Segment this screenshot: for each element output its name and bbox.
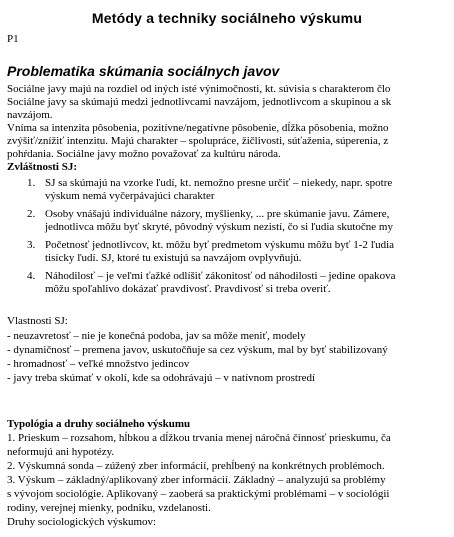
typologia-line: Druhy sociologických výskumov: — [7, 516, 157, 528]
intro-line: Sociálne javy sa skúmajú medzi jednotlivcami navzájom, jednotlivcom a skupinou a sk — [7, 96, 392, 108]
intro-line: Vníma sa intenzita pôsobenia, pozitívne/negatívne pôsobenie, dĺžka pôsobenia, možno — [7, 122, 389, 134]
list-item-number: 1. — [27, 177, 36, 189]
intro-line: Sociálne javy majú na rozdiel od iných isté výnimočnosti, kt. súvisia s charakterom člo — [7, 83, 391, 95]
typologia-line: 2. Výskumná sonda – zúžený zber informácií, prehĺbený na konkrétnych problémoch. — [7, 460, 385, 472]
typologia-line: 3. Výskum – základný/aplikovaný zber informácií. Základný – analyzujú sa problémy — [7, 474, 386, 486]
list-item-number: 4. — [27, 270, 36, 282]
list-item-number: 2. — [27, 208, 36, 220]
document-title: Metódy a techniky sociálneho výskumu — [91, 10, 363, 26]
intro-line: zvýšiť/znížiť intenzitu. Majú charakter – spolupráce, žičlivosti, súťaženia, súperenia, z — [7, 135, 389, 147]
vlastnosti-heading: Vlastnosti SJ: — [7, 315, 68, 327]
vlastnosti-item: - neuzavretosť – nie je konečná podoba, jav sa môže meniť, modely — [7, 330, 306, 342]
section-heading-problematika: Problematika skúmania sociálnych javov — [7, 63, 280, 79]
intro-line: navzájom. — [7, 109, 53, 121]
typologia-line: 1. Prieskum – rozsahom, hĺbkou a dĺžkou trvania menej náročná činnosť prieskumu, ča — [7, 432, 391, 444]
typologia-line: s vývojom sociológie. Aplikovaný – zaoberá sa praktickými problémami – v sociológii — [7, 488, 390, 500]
list-item-line: Náhodilosť – je veľmi ťažké odlíšiť zákonitosť od náhodilosti – jedine opakova — [45, 270, 396, 282]
list-item-line: tisícky ľudí. SJ, ktoré tu existujú sa navzájom ovplyvňujú. — [45, 252, 302, 264]
intro-line: pohŕdania. Sociálne javy možno považovať za kultúru národa. — [7, 148, 281, 160]
list-item-line: môžu spoľahlivo dokázať pravdivosť. Pravdivosť si treba overiť. — [45, 283, 331, 295]
list-item-line: Osoby vnášajú individuálne názory, myšlienky, ... pre skúmanie javu. Zámere, — [45, 208, 390, 220]
page-label: P1 — [7, 33, 19, 45]
vlastnosti-item: - javy treba skúmať v okolí, kde sa odohrávajú – v natívnom prostredí — [7, 372, 316, 384]
typologia-line: rodiny, verejnej mienky, podniku, vzdelanosti. — [7, 502, 211, 514]
list-item-line: jednotlivca môžu byť skryté, pôvodný výskum nezistí, čo si ľudia skutočne my — [45, 221, 393, 233]
list-item-line: výskum nemá vyčerpávajúci charakter — [45, 190, 215, 202]
vlastnosti-item: - hromadnosť – veľké množstvo jedincov — [7, 358, 190, 370]
typologia-line: neformujú ani hypotézy. — [7, 446, 115, 458]
typologia-heading: Typológia a druhy sociálneho výskumu — [7, 418, 191, 430]
zvlastnosti-heading: Zvláštnosti SJ: — [7, 161, 77, 173]
list-item-line: SJ sa skúmajú na vzorke ľudí, kt. nemožno presne určiť – niekedy, napr. spotre — [45, 177, 393, 189]
list-item-line: Početnosť jednotlivcov, kt. môžu byť predmetom výskumu môžu byť 1-2 ľudia — [45, 239, 395, 251]
list-item-number: 3. — [27, 239, 36, 251]
vlastnosti-item: - dynamičnosť – premena javov, uskutočňuje sa cez výskum, mal by byť stabilizovaný — [7, 344, 388, 356]
